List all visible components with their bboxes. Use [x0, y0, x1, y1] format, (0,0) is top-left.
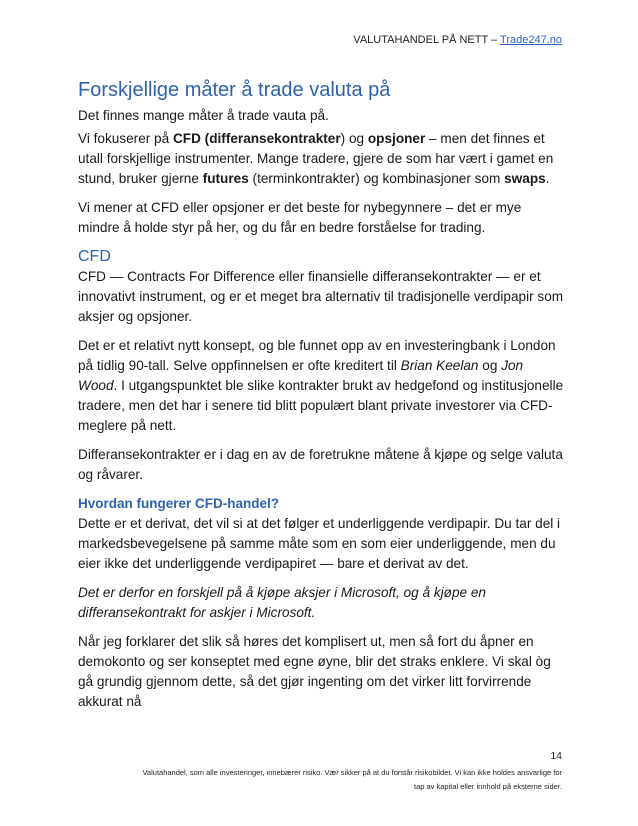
paragraph-cfd-definition: CFD — Contracts For Difference eller finansielle differansekontrakter — er et innovativt instrument, og er et meget bra alternativ til tradisjonelle verdipapir som aksjer og opsjoner. [78, 269, 564, 324]
paragraph-demo: Når jeg forklarer det slik så høres det komplisert ut, men så fort du åpner en demokonto og ser konseptet med egne øyne, blir det straks enklere. Vi skal òg gå grundig gjennom dette, så det gjør ingenting om det virker litt forvirrende akkurat nå [78, 634, 551, 709]
term-futures: futures [202, 171, 249, 186]
how-heading: Hvordan fungerer CFD-handel? [78, 496, 280, 511]
page-header [353, 34, 562, 46]
header-link[interactable]: Trade247.no [500, 34, 562, 46]
section-title: Forskjellige måter å trade valuta på [78, 79, 391, 101]
page-content [78, 78, 566, 721]
name-brian-keelan: Brian Keelan [400, 358, 479, 373]
disclaimer-line-2: tap av kapital eller innhold på eksterne sider. [413, 782, 562, 791]
paragraph-cfd-history: Det er et relativt nytt konsept, og ble funnet opp av en investeringbank i London på tidlig 90-tall. Selve oppfinnelsen er ofte kreditert til Brian Keelan og Jon Wood. I utgangspunktet ble slike kontrakter brukt av hedgefond og institusjonelle tradere, men det har i senere tid blitt populært blant private investorer via CFD-meglere på nett. [78, 338, 564, 433]
page-number: 14 [550, 750, 562, 762]
paragraph-example: Det er derfor en forskjell på å kjøpe aksjer i Microsoft, og å kjøpe en differansekontrakt for askjer i Microsoft. [78, 585, 486, 620]
paragraph-intro: Det finnes mange måter å trade vauta på. [78, 108, 329, 123]
paragraph-focus: Vi fokuserer på CFD (differansekontrakter) og opsjoner – men det finnes et utall forskjellige instrumenter. Mange tradere, gjere de som har vært i gamet en stund, bruker gjerne futures (terminkontrakter) og kombinasjoner som swaps. [78, 131, 554, 186]
name-jon-wood: Jon Wood [78, 358, 524, 393]
term-opsjoner: opsjoner [367, 131, 426, 146]
term-swaps: swaps [504, 171, 546, 186]
term-cfd: CFD (differansekontrakter [172, 131, 341, 146]
footer-disclaimer [62, 766, 562, 794]
header-title: VALUTAHANDEL PÅ NETT – [353, 34, 501, 46]
disclaimer-line-1: Valutahandel, som alle investeringer, innebærer risiko. Vær sikker på at du forstår risikobildet. Vi kan ikke holdes ansvarlige for [142, 768, 562, 777]
paragraph-recommendation: Vi mener at CFD eller opsjoner er det beste for nybegynnere – det er mye mindre å holde styr på her, og du får en bedre forståelse for trading. [78, 200, 522, 235]
paragraph-derivative: Dette er et derivat, det vil si at det følger et underliggende verdipapir. Du tar del i markedsbevegelsene på samme måte som en som eier underliggende, men du eier ikke det underliggende verdipapiret — bare et derivat av det. [78, 516, 561, 571]
cfd-heading: CFD [78, 248, 111, 265]
paragraph-cfd-usage: Differansekontrakter er i dag en av de foretrukne måtene å kjøpe og selge valuta og råvarer. [78, 447, 563, 482]
